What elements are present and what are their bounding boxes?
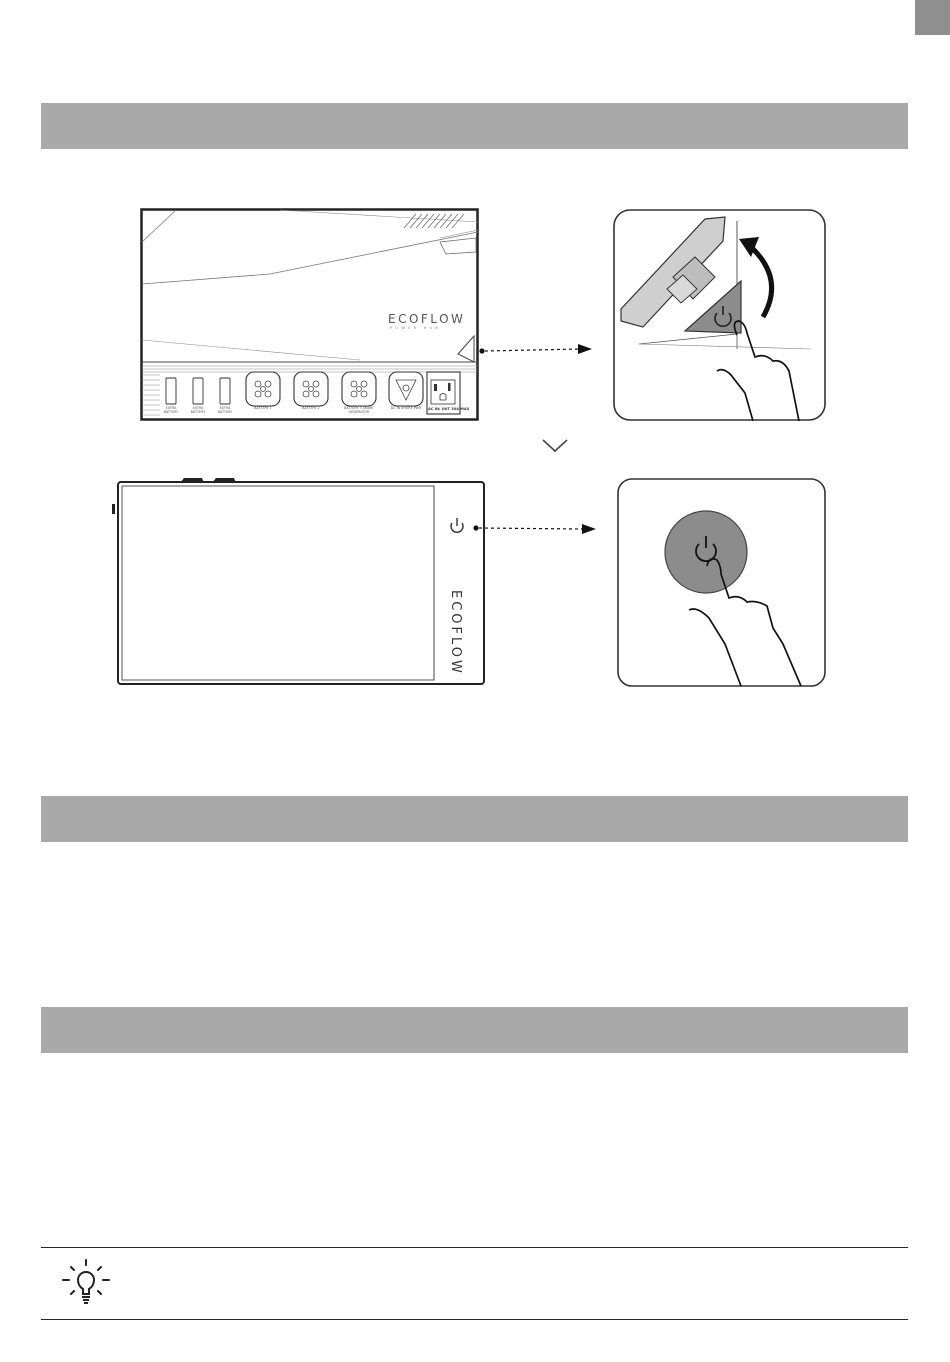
extra-unit-illustration: [110, 474, 490, 688]
section-header-bar-3: [41, 1007, 908, 1053]
callout-arrow: [470, 520, 600, 536]
brand-subtitle: POWER HUB: [390, 326, 442, 330]
port-label: EXTRA BATTERY: [190, 406, 206, 414]
tip-divider-top: [41, 1247, 908, 1248]
ac-outlet-label: AC IN/ OUT 30A MAX: [428, 407, 470, 411]
brand-logo: ECOFLOW: [388, 312, 466, 326]
tip-divider-bottom: [41, 1319, 908, 1320]
port-label: BATTERY 2: [302, 406, 320, 410]
chevron-down-icon: [540, 436, 570, 456]
port-label: DC IN SHORE PWR: [390, 406, 422, 410]
power-button-zoom-2: [617, 478, 827, 688]
port-label: BATTERY 1: [254, 406, 272, 410]
page-corner-tab: [915, 0, 950, 35]
section-header-bar-2: [41, 796, 908, 842]
lightbulb-icon: [60, 1258, 112, 1310]
port-label: EXTRA BATTERY: [217, 406, 233, 414]
power-button-zoom-1: [613, 209, 826, 421]
section-header-bar-1: [41, 103, 908, 149]
callout-arrow: [476, 342, 596, 358]
port-label: BATTERY 3 SMART GENERATOR: [344, 406, 374, 414]
brand-logo-vertical: ECOFLOW: [448, 590, 463, 676]
port-label: EXTRA BATTERY: [163, 406, 179, 414]
